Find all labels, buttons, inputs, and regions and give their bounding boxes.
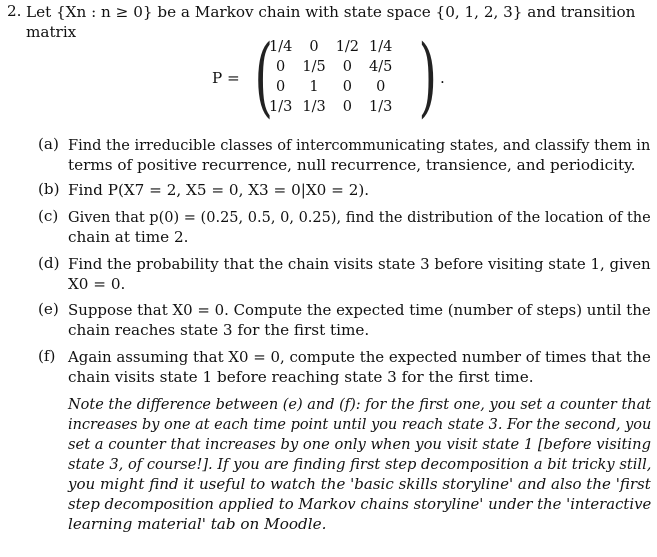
matrix-cell: 0 (342, 99, 352, 115)
matrix-cell: 1/2 (335, 39, 360, 55)
matrix-cell: 0 (276, 59, 286, 75)
matrix-cell: 1/3 (269, 99, 293, 115)
part-e-line-2: chain reaches state 3 for the first time. (68, 321, 370, 339)
part-f-label: (f) (38, 347, 56, 365)
matrix-cell: 1/4 (369, 39, 393, 55)
matrix-period: . (440, 69, 445, 87)
transition-matrix (212, 27, 452, 127)
matrix-cell: 0 (342, 59, 352, 75)
part-f-line-2: chain visits state 1 before reaching state 3 for the first time. (68, 368, 534, 386)
matrix-cell: 0 (276, 79, 286, 95)
left-parenthesis: ( (254, 27, 274, 127)
part-b-label: (b) (38, 180, 60, 198)
part-e-label: (e) (38, 300, 59, 318)
matrix-cell: 1/5 (302, 59, 326, 75)
question-intro-line-1: Let {Xn : n ≥ 0} be a Markov chain with state space {0, 1, 2, 3} and transition (26, 3, 636, 21)
right-parenthesis: ) (418, 27, 438, 127)
part-c-line-2: chain at time 2. (68, 228, 189, 246)
matrix-row (264, 37, 397, 57)
matrix-cell: 1/4 (269, 39, 293, 55)
matrix-label: P = (212, 69, 240, 87)
matrix-row (264, 97, 397, 117)
part-d-label: (d) (38, 254, 60, 272)
matrix-row (264, 77, 397, 97)
matrix-cell: 0 (376, 79, 386, 95)
matrix-table (264, 37, 397, 117)
matrix-cell: 1 (309, 79, 319, 95)
note-line-2: increases by one at each time point until you reach state 3. For the second, you (68, 415, 652, 433)
part-c-line-1: Given that p(0) = (0.25, 0.5, 0, 0.25), find the distribution of the location of the (68, 208, 651, 226)
note-line-5: you might find it useful to watch the 'basic skills storyline' and also the 'first (68, 475, 651, 493)
question-number: 2. (7, 2, 22, 20)
note-line-7: learning material' tab on Moodle. (68, 515, 327, 533)
part-e-line-1: Suppose that X0 = 0. Compute the expected time (number of steps) until the (68, 301, 651, 319)
matrix-cell: 4/5 (369, 59, 393, 75)
part-f-line-1: Again assuming that X0 = 0, compute the expected number of times that the (68, 348, 651, 366)
note-line-6: step decomposition applied to Markov chains storyline' under the 'interactive (68, 495, 652, 513)
matrix-cell: 0 (309, 39, 319, 55)
part-a-label: (a) (38, 135, 59, 153)
note-line-1: Note the difference between (e) and (f): for the first one, you set a counter that (68, 395, 652, 413)
note-line-4: state 3, of course!]. If you are finding first step decomposition a bit tricky still, (68, 455, 652, 473)
part-d-line-1: Find the probability that the chain visits state 3 before visiting state 1, given (68, 255, 651, 273)
matrix-cell: 1/3 (369, 99, 393, 115)
part-b-line-1: Find P(X7 = 2, X5 = 0, X3 = 0|X0 = 2). (68, 181, 370, 199)
note-line-3: set a counter that increases by one only when you visit state 1 [before visiting (68, 435, 651, 453)
matrix-cell: 0 (342, 79, 352, 95)
part-a-line-1: Find the irreducible classes of intercommunicating states, and classify them in (68, 136, 651, 154)
part-d-line-2: X0 = 0. (68, 275, 126, 293)
part-c-label: (c) (38, 207, 59, 225)
question-intro-line-2: matrix (26, 23, 77, 41)
matrix-cell: 1/3 (302, 99, 326, 115)
part-a-line-2: terms of positive recurrence, null recurrence, transience, and periodicity. (68, 156, 636, 174)
matrix-row (264, 57, 397, 77)
